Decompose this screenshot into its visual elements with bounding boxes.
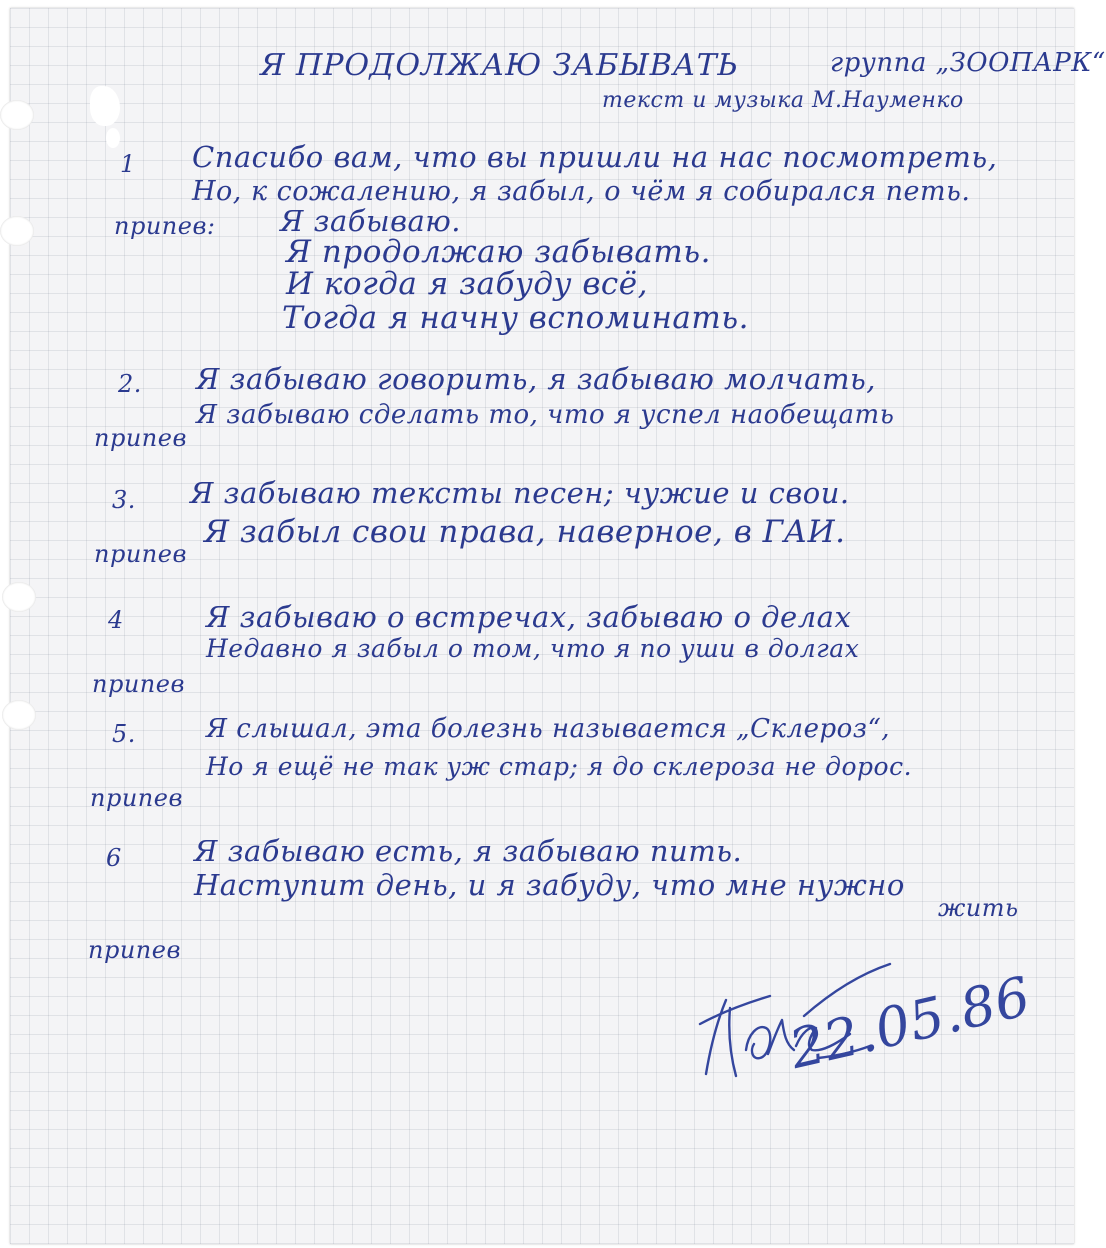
song-credit: текст и музыка М.Науменко: [602, 88, 964, 113]
chorus-label: припев: [88, 936, 181, 964]
punch-hole: [2, 582, 36, 612]
chorus-label: припев: [94, 424, 187, 452]
verse-line: Я слышал, эта болезнь называется „Склероз“,: [206, 714, 891, 744]
notebook-sheet: [10, 8, 1106, 1244]
song-title: Я ПРОДОЛЖАЮ ЗАБЫВАТЬ: [256, 48, 743, 83]
verse-line: Спасибо вам, что вы пришли на нас посмотреть,: [192, 140, 998, 174]
punch-hole: [0, 100, 34, 130]
punch-hole: [0, 216, 34, 246]
chorus-line: Тогда я начну вспоминать.: [282, 300, 750, 336]
verse-line: Я забыл свои права, наверное, в ГАИ.: [204, 514, 846, 550]
chorus-label: припев: [94, 540, 187, 568]
chorus-line: Я продолжаю забывать.: [286, 234, 711, 270]
verse-line: Я забываю тексты песен; чужие и свои.: [190, 476, 850, 510]
chorus-label: припев: [90, 784, 183, 812]
chorus-label: припев: [92, 670, 185, 698]
chorus-line: Я забываю.: [280, 204, 461, 238]
verse-line: Я забываю есть, я забываю пить.: [194, 834, 743, 868]
band-name: группа „ЗООПАРК“: [830, 48, 1106, 78]
verse-line: Я забываю сделать то, что я успел наобещать: [196, 400, 895, 430]
verse-number: 5.: [112, 720, 136, 748]
verse-line: Недавно я забыл о том, что я по уши в долгах: [206, 634, 860, 663]
verse-number: 4: [108, 606, 124, 634]
verse-line: Но я ещё не так уж стар; я до склероза не дорос.: [206, 752, 913, 781]
punch-hole: [2, 700, 36, 730]
torn-edge: [106, 128, 120, 148]
verse-number: 1: [120, 150, 136, 178]
signature-date: 22.05.86: [783, 964, 1037, 1081]
chorus-label: припев:: [114, 212, 216, 240]
verse-line: Но, к сожалению, я забыл, о чём я собирался петь.: [192, 176, 971, 207]
verse-number: 6: [106, 844, 122, 872]
verse-line: Я забываю говорить, я забываю молчать,: [196, 362, 876, 396]
verse-number: 3.: [112, 486, 136, 514]
torn-edge: [90, 86, 120, 126]
verse-number: 2.: [118, 370, 142, 398]
chorus-line: И когда я забуду всё,: [286, 266, 648, 302]
verse-line: жить: [938, 894, 1019, 922]
verse-line: Я забываю о встречах, забываю о делах: [206, 600, 852, 634]
verse-line: Наступит день, и я забуду, что мне нужно: [194, 868, 905, 902]
